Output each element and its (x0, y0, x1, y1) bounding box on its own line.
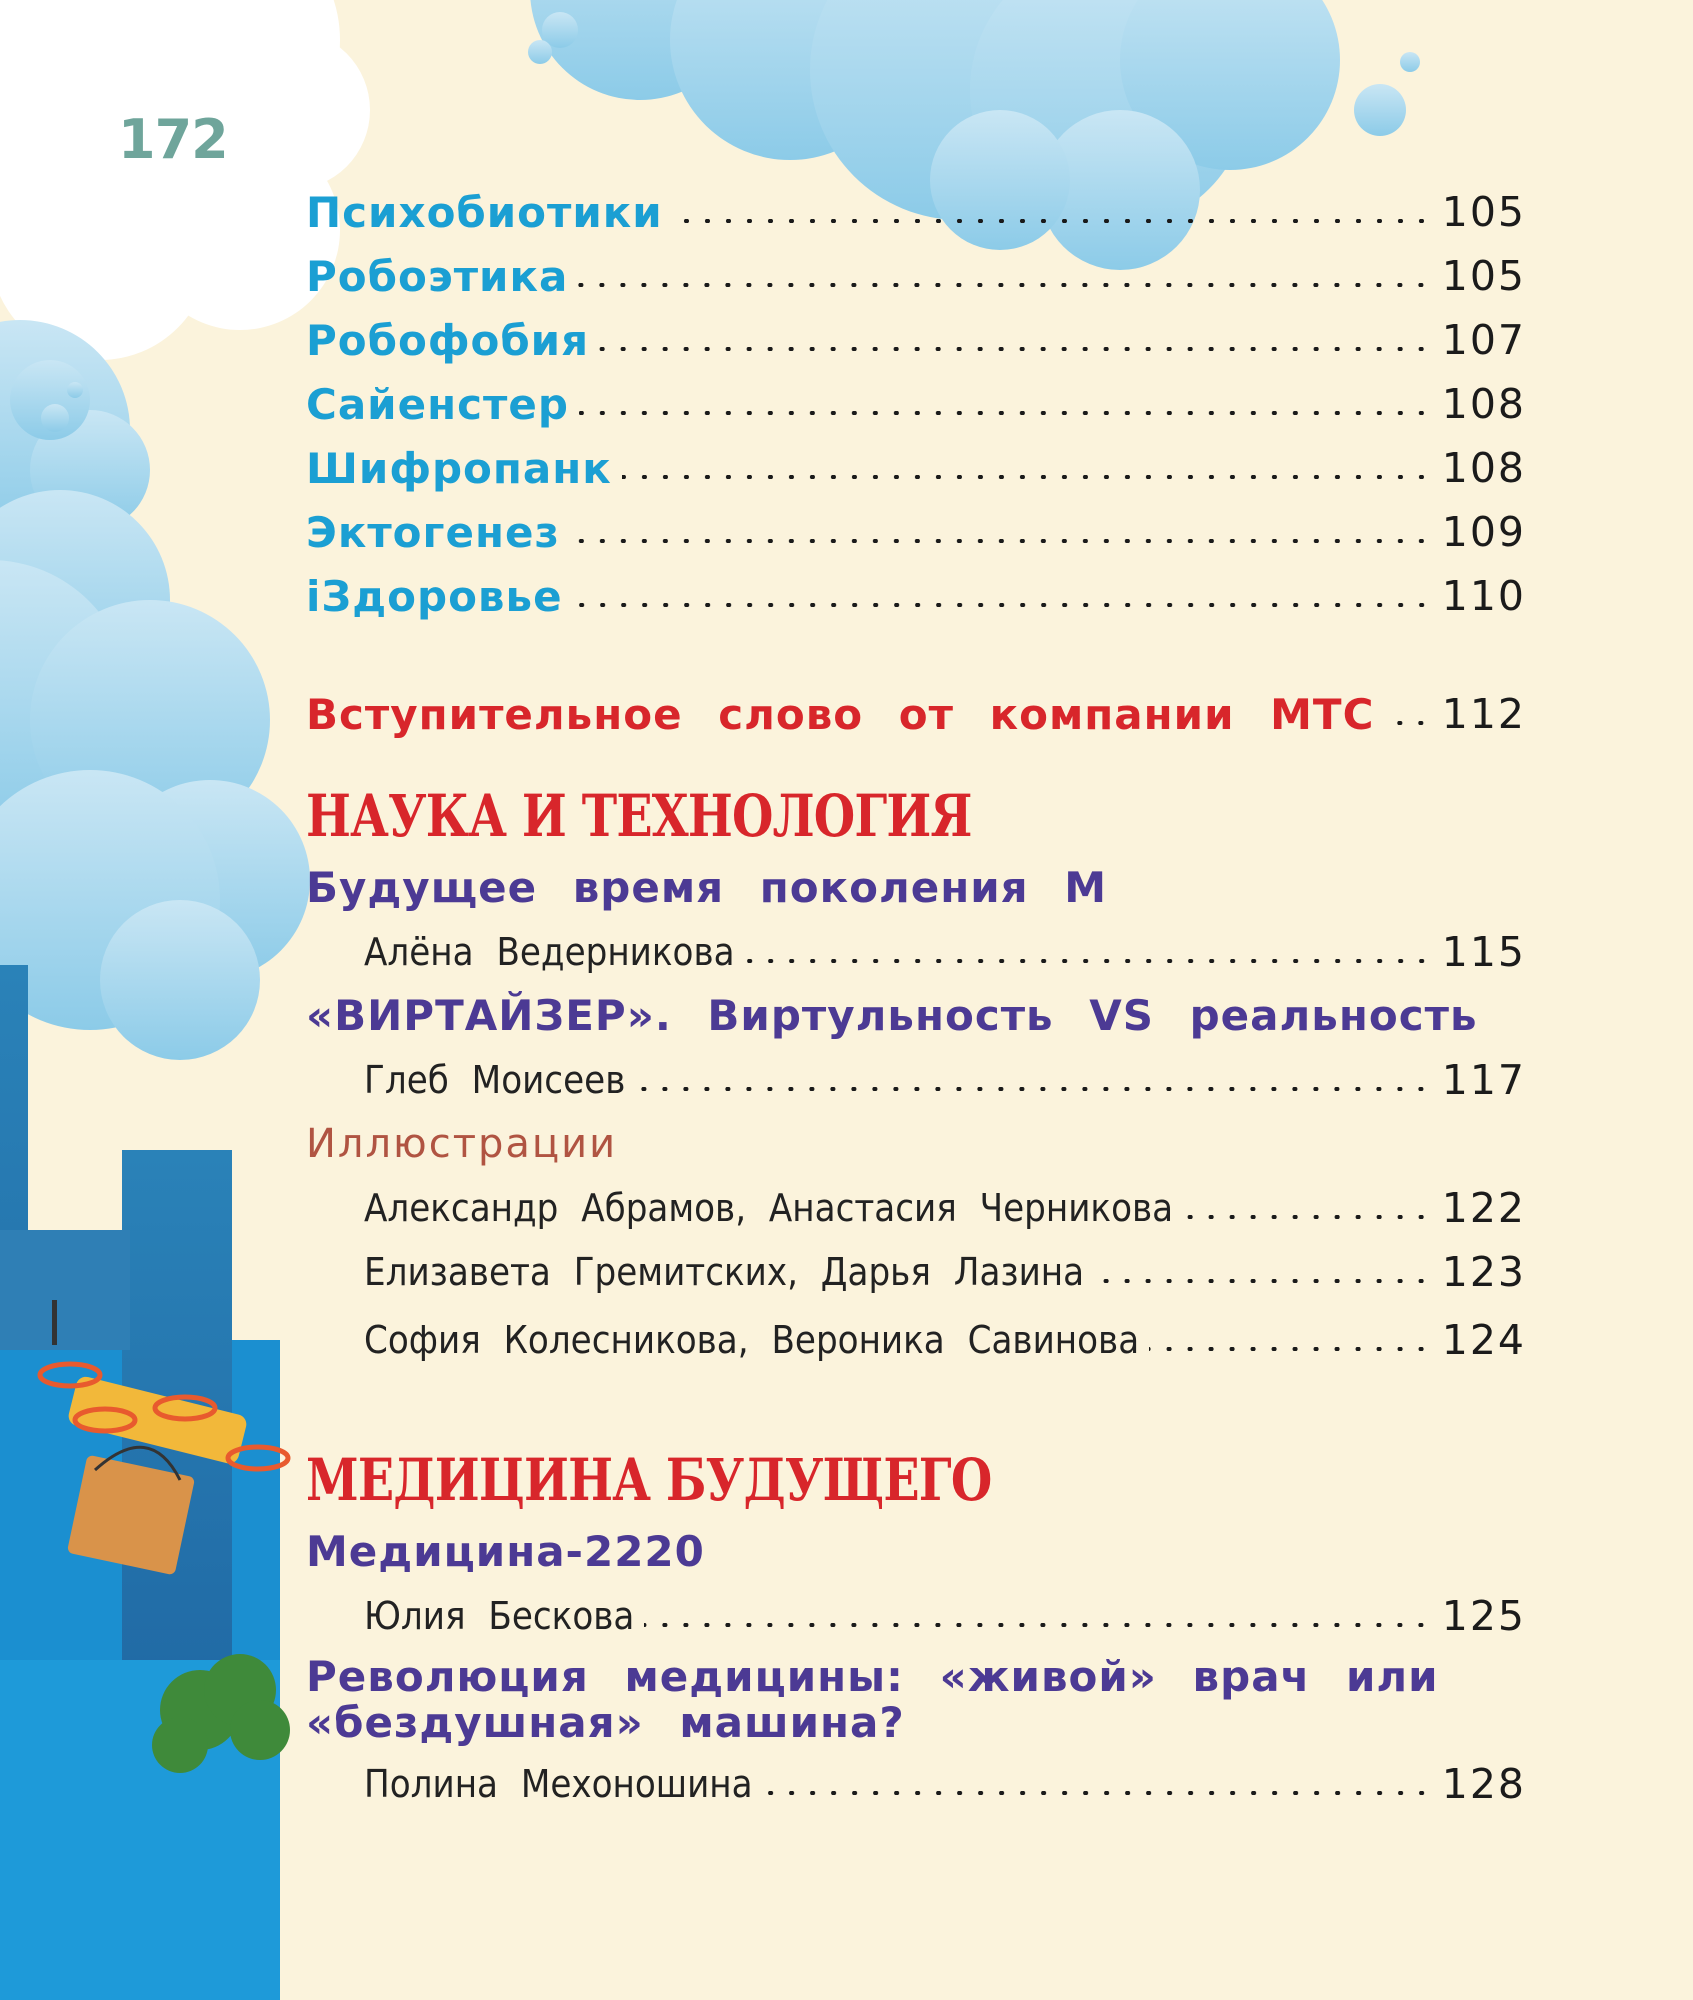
toc-page-number: 122 (1441, 1184, 1526, 1232)
author-name: Юлия Бескова (364, 1594, 635, 1638)
article-title[interactable] (306, 1648, 1526, 1752)
article-title[interactable]: «ВИРТАЙЗЕР». Виртульность VS реальность (306, 991, 1478, 1040)
dot-leader (745, 959, 1432, 963)
toc-page-number: 124 (1441, 1316, 1526, 1364)
toc-entry-label: Сайенстер (306, 379, 569, 429)
toc-entry-illustrators[interactable] (306, 1240, 1526, 1304)
toc-entry-roboethics[interactable] (306, 244, 1526, 308)
dot-leader (644, 1623, 1431, 1627)
toc-entry-scienster[interactable] (306, 372, 1526, 436)
toc-entry-label: Робоэтика (306, 251, 569, 301)
dot-leader (599, 347, 1432, 351)
section-heading-medicine: МЕДИЦИНА БУДУЩЕГО (306, 1446, 992, 1514)
toc-entry-author[interactable] (306, 920, 1526, 984)
dot-leader (1384, 721, 1431, 725)
toc-page-number: 117 (1441, 1056, 1526, 1104)
illustrations-label: Иллюстрации (306, 1121, 618, 1167)
toc-entry-author[interactable] (306, 1752, 1526, 1816)
page-number: 172 (118, 108, 228, 171)
toc-entry-author[interactable] (306, 1584, 1526, 1648)
toc-entry-ectogenesis[interactable] (306, 500, 1526, 564)
toc-entry-author[interactable] (306, 1048, 1526, 1112)
table-of-contents (306, 180, 1526, 1816)
author-name: Елизавета Гремитских, Дарья Лазина (364, 1250, 1085, 1294)
toc-page-number: 123 (1441, 1248, 1526, 1296)
left-clouds (0, 320, 310, 1060)
toc-entry-label: Вступительное слово от компании МТС (306, 689, 1375, 739)
toc-page-number: 109 (1441, 508, 1526, 556)
toc-entry-label: Робофобия (306, 315, 590, 365)
article-title-line: Революция медицины: «живой» врач или (306, 1652, 1439, 1701)
toc-page-number: 108 (1441, 380, 1526, 428)
dot-leader (763, 1791, 1432, 1795)
toc-entry-intro[interactable] (306, 682, 1526, 746)
spacer (306, 628, 1526, 682)
toc-page-number: 112 (1441, 690, 1526, 738)
dot-leader (573, 603, 1432, 607)
toc-page-number: 105 (1441, 188, 1526, 236)
toc-page-number: 108 (1441, 444, 1526, 492)
toc-page-number: 128 (1441, 1760, 1526, 1808)
author-name: Алёна Ведерникова (364, 930, 735, 974)
toc-page-number: 110 (1441, 572, 1526, 620)
dot-leader (635, 1087, 1431, 1091)
toc-entry-ihealth[interactable] (306, 564, 1526, 628)
toc-entry-label: Психобиотики (306, 187, 663, 237)
spacer (306, 1376, 1526, 1440)
toc-entry-label: Шифропанк (306, 443, 612, 493)
toc-entry-psychobiotics[interactable] (306, 180, 1526, 244)
toc-entry-illustrators[interactable] (306, 1304, 1526, 1376)
author-name: Полина Мехоношина (364, 1762, 753, 1806)
article-title-line: «бездушная» машина? (306, 1698, 905, 1747)
toc-entry-robophobia[interactable] (306, 308, 1526, 372)
dot-leader (622, 475, 1432, 479)
toc-page-number: 105 (1441, 252, 1526, 300)
dot-leader (1149, 1347, 1432, 1351)
dot-leader (1094, 1279, 1432, 1283)
author-name: Глеб Моисеев (364, 1058, 626, 1102)
author-name: Александр Абрамов, Анастасия Черникова (364, 1186, 1174, 1230)
section-heading-science: НАУКА И ТЕХНОЛОГИЯ (306, 782, 972, 850)
dot-leader (570, 539, 1432, 543)
dot-leader (578, 283, 1431, 287)
dot-leader (579, 411, 1432, 415)
spacer (306, 746, 1526, 776)
toc-entry-label: iЗдоровье (306, 571, 563, 621)
toc-page-number: 107 (1441, 316, 1526, 364)
toc-page-number: 115 (1441, 928, 1526, 976)
toc-entry-cipherpunk[interactable] (306, 436, 1526, 500)
dot-leader (673, 219, 1432, 223)
toc-entry-label: Эктогенез (306, 507, 560, 557)
toc-entry-illustrators[interactable] (306, 1176, 1526, 1240)
author-name: София Колесникова, Вероника Савинова (364, 1318, 1140, 1362)
toc-page-number: 125 (1441, 1592, 1526, 1640)
article-title[interactable]: Медицина-2220 (306, 1527, 705, 1576)
dot-leader (1183, 1215, 1432, 1219)
article-title[interactable]: Будущее время поколения М (306, 863, 1108, 912)
